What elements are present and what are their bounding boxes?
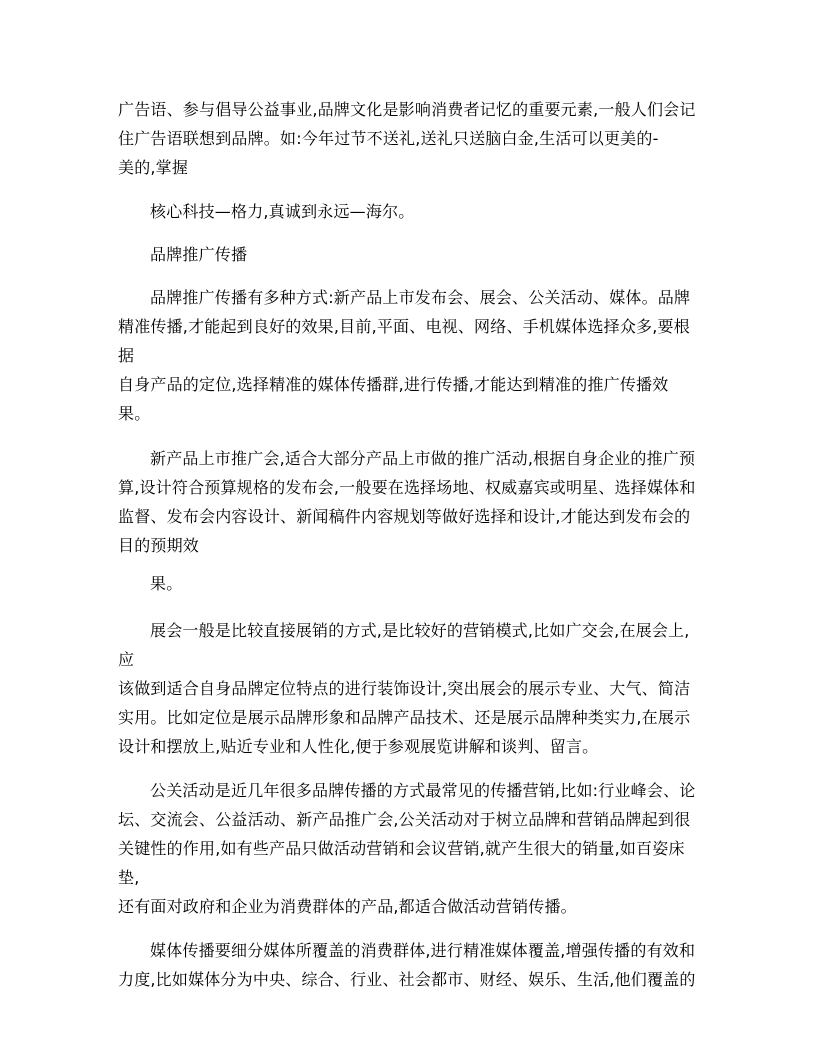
paragraph-brand-examples: 核心科技—格力,真诚到永远—海尔。 <box>150 202 415 221</box>
paragraph-promotion-methods: 品牌推广传播有多种方式:新产品上市发布会、展会、公关活动、媒体。品牌 精准传播,才能起到良好的效果,目前,平面、电视、网络、手机媒体选择众多,要根据 自身产品的定位,选择精准的媒体传播群,进行传播,才能达到精准的推广传播效果。 <box>118 288 691 423</box>
paragraph-exhibition: 展会一般是比较直接展销的方式,是比较好的营销模式,比如广交会,在展会上,应 该做到适合自身品牌定位特点的进行装饰设计,突出展会的展示专业、大气、简洁 实用。比如定位是展示品牌形象和品牌产品技术、还是展示品牌种类实力,在展示 设计和摆放上,贴近专业和人性化,便于参观展览讲解和谈判、留言。 <box>118 621 691 756</box>
section-heading-brand-promotion: 品牌推广传播 <box>150 245 248 264</box>
paragraph-media: 媒体传播要细分媒体所覆盖的消费群体,进行精准媒体覆盖,增强传播的有效和 力度,比如媒体分为中央、综合、行业、社会都市、财经、娱乐、生活,他们覆盖的 <box>118 941 696 989</box>
document-body <box>118 95 698 994</box>
paragraph-launch-event: 新产品上市推广会,适合大部分产品上市做的推广活动,根据自身企业的推广预 算,设计符合预算规格的发布会,一般要在选择场地、权威嘉宾或明星、选择媒体和 监督、发布会内容设计、新闻稿件内容规划等做好选择和设计,才能达到发布会的 目的预期效 <box>118 449 696 555</box>
paragraph-public-relations: 公关活动是近几年很多品牌传播的方式最常见的传播营销,比如:行业峰会、论 坛、交流会、公益活动、新产品推广会,公关活动对于树立品牌和营销品牌起到很 关键性的作用,如有些产品只做活动营销和会议营销,就产生很大的销量,如百姿床垫, 还有面对政府和企业为消费群体的产品,都适合做活动营销传播。 <box>118 781 696 916</box>
paragraph-launch-event-end: 果。 <box>150 574 183 593</box>
paragraph-slogans: 广告语、参与倡导公益事业,品牌文化是影响消费者记忆的重要元素,一般人们会记 住广告语联想到品牌。如:今年过节不送礼,送礼只送脑白金,生活可以更美的- 美的,掌握 <box>118 100 696 177</box>
